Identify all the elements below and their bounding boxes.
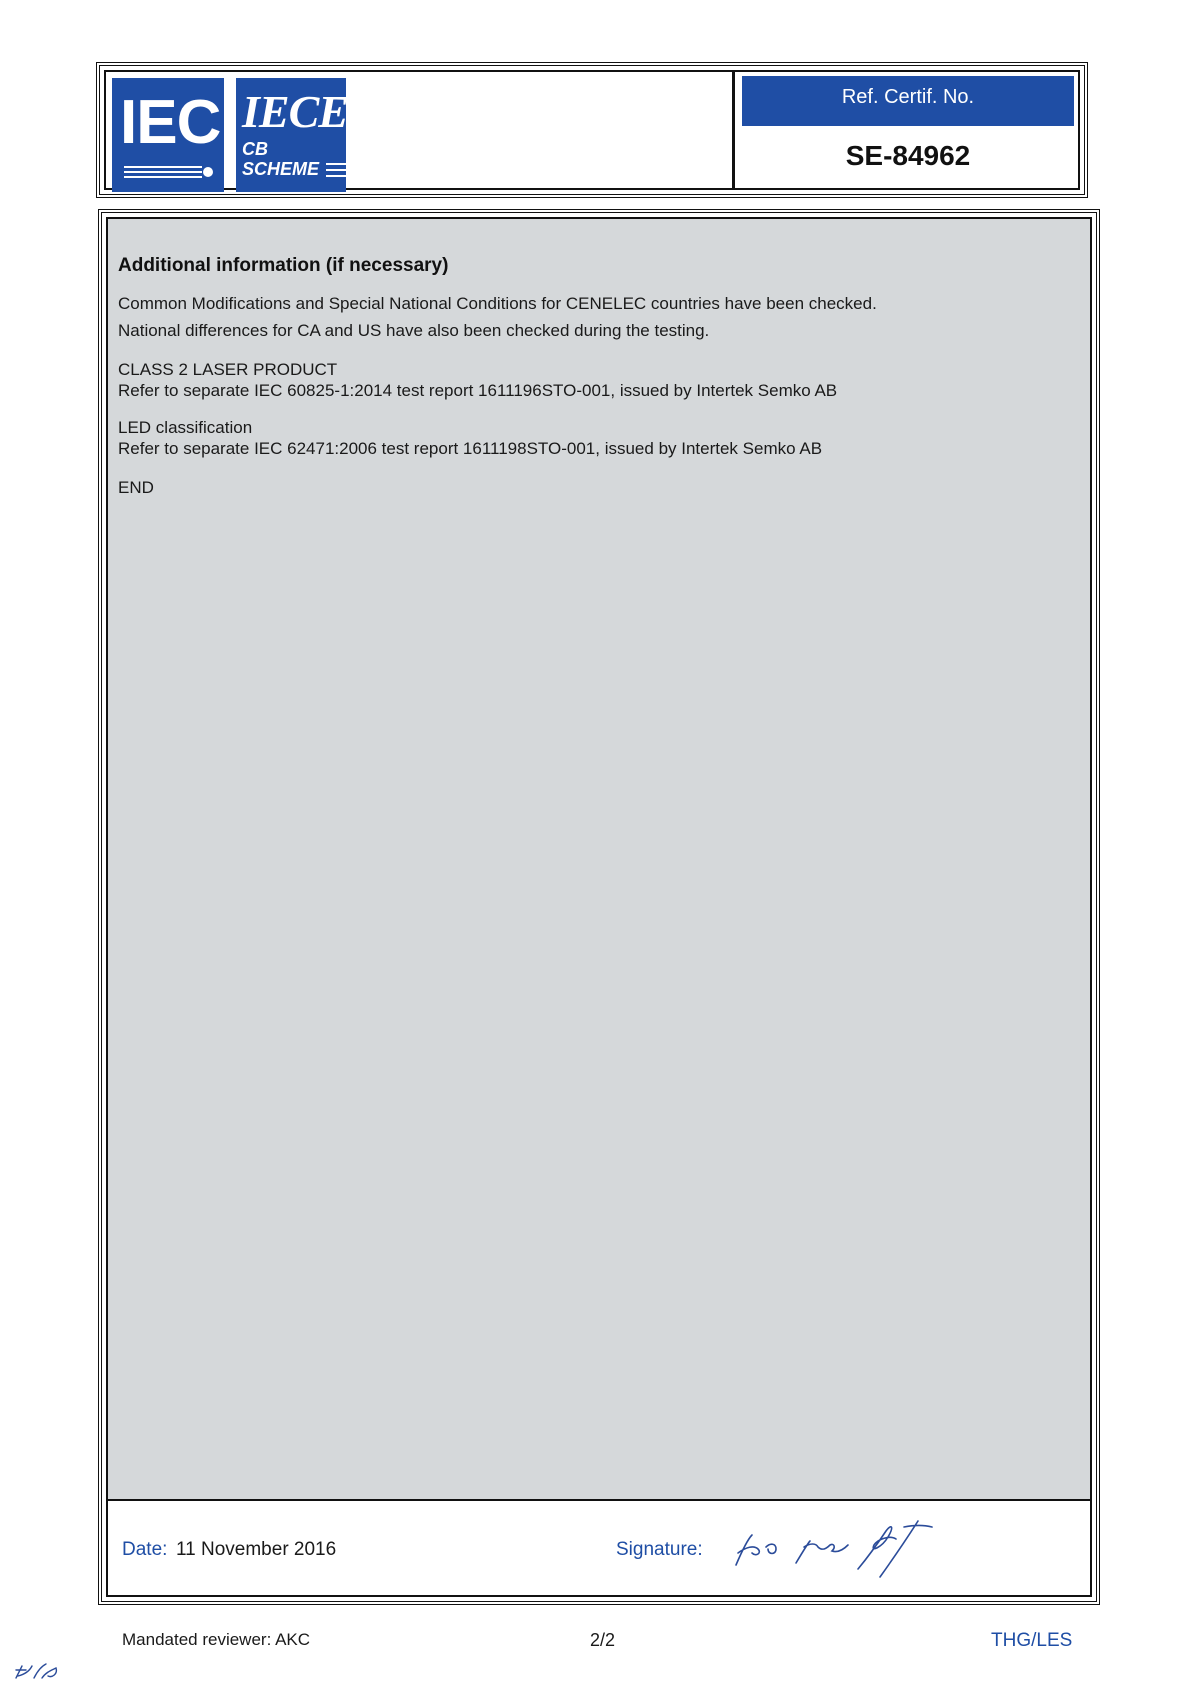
end-marker: END: [118, 478, 154, 497]
paragraph-national: National differences for CA and US have also been checked during the testing.: [118, 321, 710, 340]
iecee-logo: [236, 78, 378, 192]
certificate-header: [96, 62, 1088, 198]
iec-logo: [112, 78, 224, 192]
iec-logo-text: IEC: [120, 88, 221, 157]
led-reference: Refer to separate IEC 62471:2006 test report 1611198STO-001, issued by Intertek Semko AB: [118, 439, 823, 458]
paragraph-cenelec: Common Modifications and Special National Conditions for CENELEC countries have been checked.: [118, 294, 877, 313]
page-number: 2/2: [590, 1630, 616, 1650]
cert-number: SE-84962: [845, 140, 971, 171]
date-signature-row: [108, 1499, 1090, 1595]
cert-label: Ref. Certif. No.: [841, 86, 975, 108]
signature-label: Signature:: [616, 1539, 703, 1560]
date-value: 11 November 2016: [176, 1539, 337, 1560]
date-label: Date:: [122, 1539, 168, 1560]
cb-logo-text: CB: [242, 139, 268, 159]
section-title: Additional information (if necessary): [118, 255, 449, 276]
iecee-logo-bars-icon: [326, 160, 346, 182]
logo-area: [106, 72, 735, 188]
cert-number-area: [738, 72, 1078, 188]
initials: THG/LES: [991, 1630, 1073, 1651]
content-panel: [106, 217, 1092, 1597]
mandated-reviewer: Mandated reviewer: AKC: [122, 1630, 311, 1649]
scheme-logo-text: SCHEME: [242, 159, 320, 179]
iec-logo-bars-icon: [124, 164, 214, 180]
handwritten-signature-icon: [718, 1513, 938, 1583]
header-frame: [104, 70, 1080, 190]
laser-heading: CLASS 2 LASER PRODUCT: [118, 360, 338, 379]
cert-label-band: [742, 76, 1074, 126]
iecee-logo-text: IECEE: [242, 86, 378, 137]
handwritten-mark-icon: [12, 1660, 62, 1682]
additional-information-box: [98, 209, 1100, 1605]
laser-reference: Refer to separate IEC 60825-1:2014 test report 1611196STO-001, issued by Intertek Semko AB: [118, 381, 838, 400]
led-heading: LED classification: [118, 418, 253, 437]
